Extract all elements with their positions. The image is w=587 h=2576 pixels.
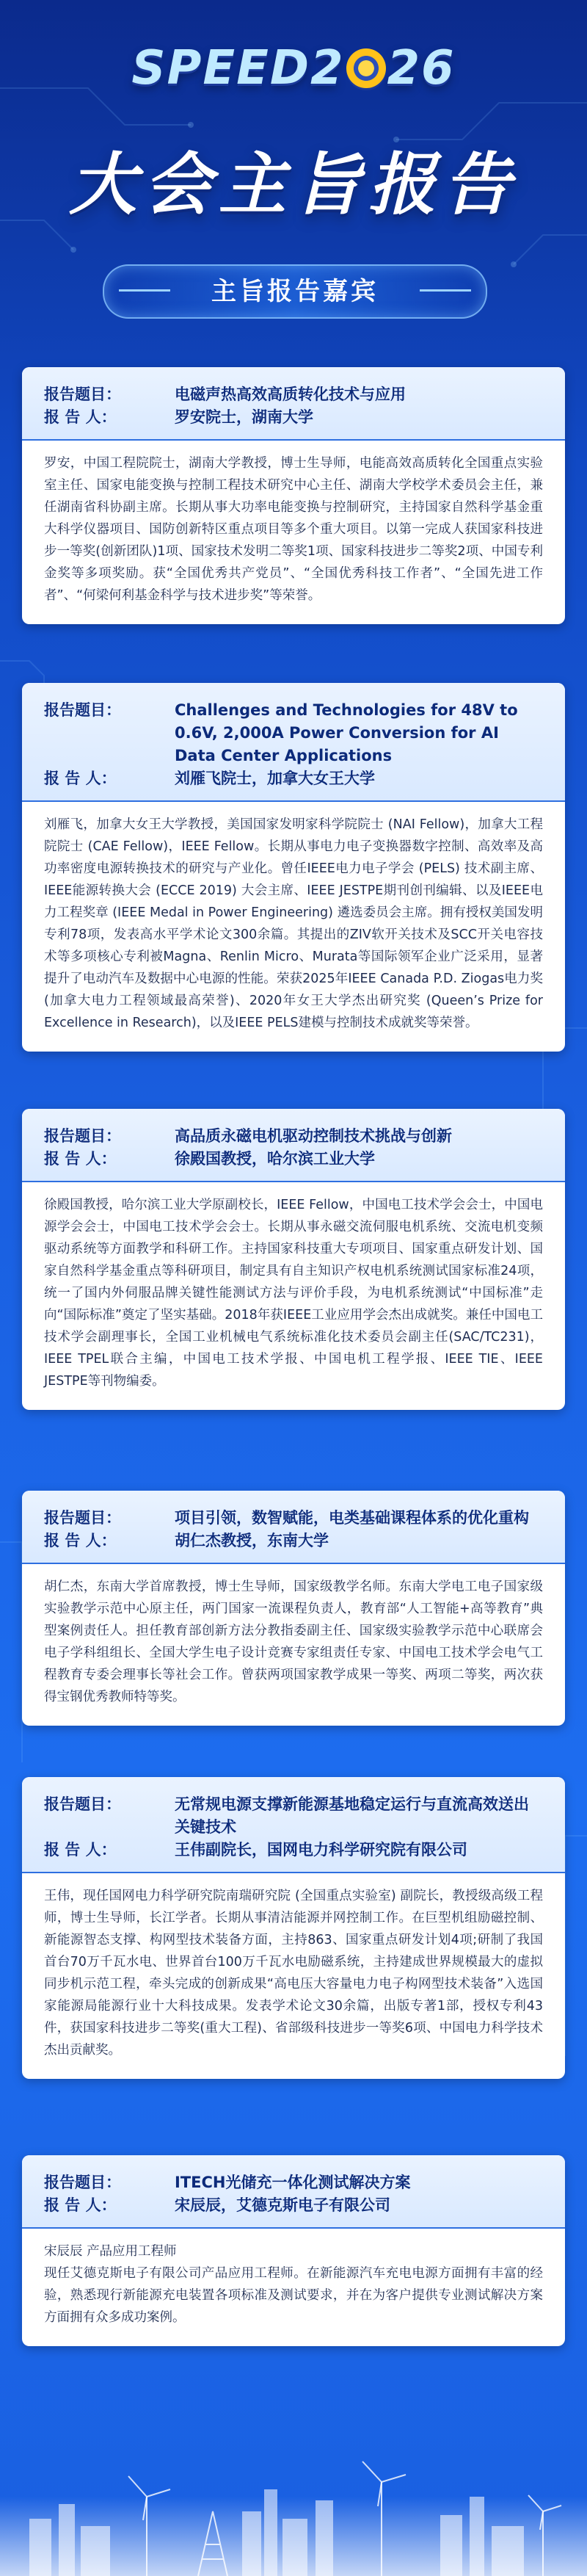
speaker-label: 报 告 人： <box>44 770 117 787</box>
bio-text: 胡仁杰，东南大学首席教授，博士生导师，国家级教学名师。东南大学电工电子国家级实验教学示范中心原主任，两门国家一流课程负责人，教育部“人工智能+高等教育”典型案例责任人。担任教育部创新方法分教指委副主任、国家级实验教学示范中心联席会电子学科组组长、全国大学生电子设计竞赛专家组责任专家、中国电工技术学会电气工程教育专委会理事长等社会工作。曾获两项国家教学成果一等奖、两项二等奖，两次获得宝钢优秀教师特等奖。 <box>44 1580 543 1704</box>
speaker-value: 罗安院士，湖南大学 <box>175 408 313 426</box>
speaker-row <box>44 1148 543 1171</box>
topic-value: 项目引领，数智赋能，电类基础课程体系的优化重构 <box>175 1509 529 1527</box>
topic-label: 报告题目： <box>44 1509 121 1527</box>
card-header <box>22 1109 565 1182</box>
page-title: 大会主旨报告 <box>68 145 518 224</box>
card-header <box>22 367 565 441</box>
card-header <box>22 1491 565 1564</box>
logo-digit-a: 2 <box>310 41 345 95</box>
speaker-card-6 <box>22 2155 565 2346</box>
speaker-value: 宋辰辰，艾德克斯电子有限公司 <box>175 2196 390 2214</box>
speaker-bio <box>22 441 565 624</box>
topic-value: 高品质永磁电机驱动控制技术挑战与创新 <box>175 1127 452 1145</box>
speaker-bio <box>22 1564 565 1726</box>
speaker-bio <box>22 2229 565 2346</box>
card-header <box>22 1777 565 1873</box>
speaker-row <box>44 2194 543 2217</box>
speaker-card-4 <box>22 1491 565 1726</box>
speaker-bio <box>22 1873 565 2079</box>
speaker-label: 报 告 人： <box>44 408 117 426</box>
speaker-value: 胡仁杰教授，东南大学 <box>175 1532 329 1549</box>
gear-icon <box>346 48 386 88</box>
speaker-label: 报 告 人： <box>44 1150 117 1168</box>
topic-value: ITECH光储充一体化测试解决方案 <box>175 2174 411 2191</box>
speaker-row <box>44 406 543 429</box>
topic-value: Challenges and Technologies for 48V to 0.6V, 2,000A Power Conversion for AI Data Center Applications <box>175 701 518 764</box>
speaker-bio <box>22 802 565 1052</box>
bio-text: 刘雁飞，加拿大女王大学教授，美国国家发明家科学院院士 (NAI Fellow)，加拿大工程院院士 (CAE Fellow)，IEEE Fellow。长期从事电力电子变换器数字控制、高效率及高功率密度电源转换技术的研究与产业化。曾任IEEE电力电子学会 (PELS) 技术副主席、IEEE能源转换大会 (ECCE 2019) 大会主席、IEEE JESTPE期刊创刊编辑、以及IEEE电力工程奖章 (IEEE Medal in Power Engineering) 遴选委员会主席。拥有授权美国发明专利78项，发表高水平学术论文300余篇。其提出的ZIV软开关技术及SCC开关电容技术等多项核心专利被Magna、Renlin Micro、Murata等国际领军企业广泛采用，显著提升了电动汽车及数据中心电源的性能。荣获2025年IEEE Canada P.D. Ziogas电力奖 (加拿大电力工程领域最高荣誉)、2020年女王大学杰出研究奖 (Queen’s Prize for Excellence in Research)，以及IEEE PELS建模与控制技术成就奖等荣誉。 <box>44 817 543 1030</box>
topic-row <box>44 1125 543 1148</box>
speaker-row <box>44 767 543 790</box>
speaker-label: 报 告 人： <box>44 1841 117 1859</box>
card-header <box>22 683 565 802</box>
speaker-card-5 <box>22 1777 565 2079</box>
topic-value: 电磁声热高效高质转化技术与应用 <box>175 386 406 403</box>
topic-row <box>44 2171 543 2194</box>
topic-label: 报告题目： <box>44 701 121 719</box>
section-title-bar <box>103 264 487 319</box>
topic-label: 报告题目： <box>44 2174 121 2191</box>
topic-label: 报告题目： <box>44 386 121 403</box>
speed-logo <box>0 41 587 95</box>
speaker-label: 报 告 人： <box>44 1532 117 1549</box>
topic-label: 报告题目： <box>44 1127 121 1145</box>
footer-skyline-illustration <box>0 2409 587 2576</box>
logo-digit-b: 26 <box>387 41 456 95</box>
section-title: 主旨报告嘉宾 <box>211 277 379 306</box>
bio-text: 徐殿国教授，哈尔滨工业大学原副校长，IEEE Fellow，中国电工技术学会会士，中国电源学会会士，中国电工技术学会会士。长期从事永磁交流伺服电机系统、交流电机变频驱动系统等方面教学和科研工作。主持国家科技重大专项项目、国家重点研发计划、国家自然科学基金重点等科研项目，制定具有自主知识产权电机系统测试国家标准24项，统一了国内外伺服品牌关键性能测试方法与评价手段，为电机系统测试“中国标准”走向“国际标准”奠定了坚实基础。2018年获IEEE工业应用学会杰出成就奖。兼任中国电工技术学会副理事长，全国工业机械电气系统标准化技术委员会副主任(SAC/TC231)，IEEE TPEL联合主编，中国电工技术学报、中国电机工程学报、IEEE TIE、IEEE JESTPE等刊物编委。 <box>44 1198 543 1389</box>
topic-row <box>44 1793 543 1839</box>
speaker-value: 刘雁飞院士，加拿大女王大学 <box>175 770 375 787</box>
bio-text: 王伟，现任国网电力科学研究院南瑞研究院 (全国重点实验室) 副院长，教授级高级工程师，博士生导师，长江学者。长期从事清洁能源并网控制工作。在巨型机组励磁控制、新能源智态支撑、构网型技术装备方面，主持863、国家重点研发计划4项;研制了我国首台70万千瓦水电、世界首台100万千瓦水电励磁系统，主持建成世界规模最大的虚拟同步机示范工程，牵头完成的创新成果“高电压大容量电力电子构网型技术装备”入选国家能源局能源行业十大科技成果。发表学术论文30余篇，出版专著1部，授权专利43件，获国家科技进步二等奖(重大工程)、省部级科技进步一等奖6项、中国电力科学技术杰出贡献奖。 <box>44 1889 543 2058</box>
speaker-card-2 <box>22 683 565 1052</box>
bio-title: 宋辰辰 产品应用工程师 <box>44 2244 177 2259</box>
bio-text: 罗安，中国工程院院士，湖南大学教授，博士生导师，电能高效高质转化全国重点实验室主任、国家电能变换与控制工程技术研究中心主任、湖南大学校学术委员会主任，兼任湖南省科协副主席。长期从事大功率电能变换与控制研究，主持国家自然科学基金重大科学仪器项目、国防创新特区重点项目等多个重大项目。以第一完成人获国家科技进步一等奖(创新团队)1项、国家技术发明二等奖1项、国家科技进步二等奖2项、中国专利金奖等多项奖励。获“全国优秀共产党员”、“全国优秀科技工作者”、“全国先进工作者”、“何梁何利基金科学与技术进步奖”等荣誉。 <box>44 456 543 603</box>
card-header <box>22 2155 565 2229</box>
bio-text: 现任艾德克斯电子有限公司产品应用工程师。在新能源汽车充电电源方面拥有丰富的经验，熟悉现行新能源充电装置各项标准及测试要求，并在为客户提供专业测试解决方案方面拥有众多成功案例。 <box>44 2266 543 2325</box>
speaker-card-3 <box>22 1109 565 1410</box>
topic-row <box>44 699 543 767</box>
speaker-value: 王伟副院长，国网电力科学研究院有限公司 <box>175 1841 467 1859</box>
speaker-bio <box>22 1182 565 1410</box>
logo-text: SPEED <box>131 41 310 95</box>
speaker-row <box>44 1839 543 1862</box>
speaker-label: 报 告 人： <box>44 2196 117 2214</box>
topic-label: 报告题目： <box>44 1795 121 1813</box>
topic-row <box>44 1507 543 1530</box>
topic-value: 无常规电源支撑新能源基地稳定运行与直流高效送出关键技术 <box>175 1795 529 1836</box>
speaker-card-1 <box>22 367 565 624</box>
speaker-value: 徐殿国教授，哈尔滨工业大学 <box>175 1150 375 1168</box>
topic-row <box>44 383 543 406</box>
speaker-row <box>44 1530 543 1552</box>
